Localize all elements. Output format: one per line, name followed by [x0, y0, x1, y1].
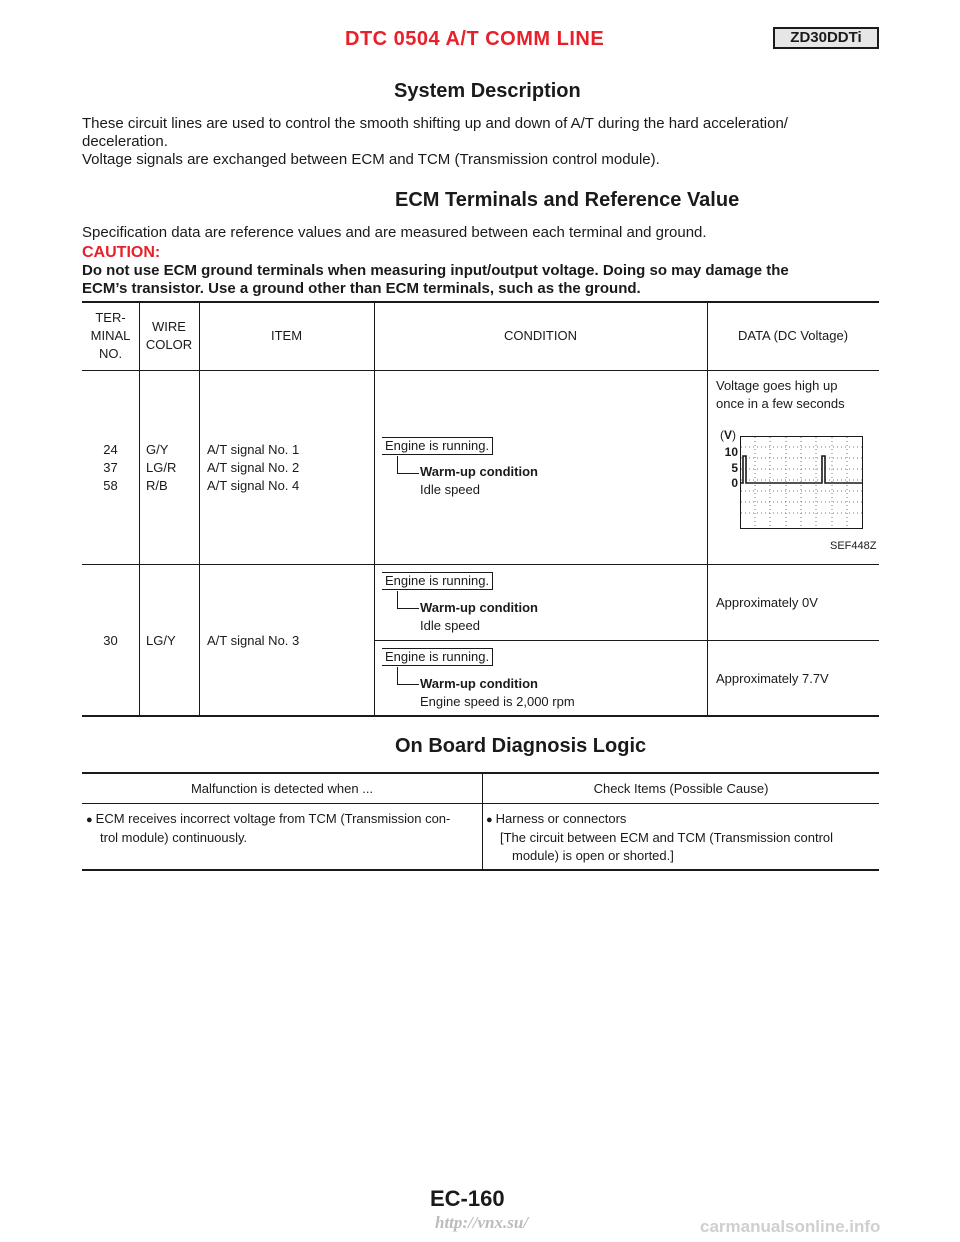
system-description-line-2: deceleration.	[82, 133, 168, 150]
diagnosis-heading: On Board Diagnosis Logic	[395, 735, 647, 757]
row2-wire-color: LG/Y	[146, 633, 176, 648]
page-number: EC-160	[430, 1186, 505, 1211]
ecm-table-header-rule	[82, 370, 879, 371]
ecm-table-col-divider-4	[707, 302, 708, 715]
ecm-table-subrow-rule	[374, 640, 879, 641]
voltage-waveform-figure	[712, 428, 877, 552]
header-item: ITEM	[270, 328, 303, 343]
page-header-title: DTC 0504 A/T COMM LINE	[345, 28, 605, 50]
row2-sub2-condition-box: Engine is running.	[382, 648, 493, 666]
waveform-grid	[740, 436, 864, 530]
caution-line-1: Do not use ECM ground terminals when measuring input/output voltage. Doing so may damage the	[82, 262, 789, 279]
row1-data-text: Voltage goes high up once in a few seconds	[716, 378, 845, 411]
diagnosis-table-bottom-rule	[82, 869, 879, 871]
diagnosis-table-top-rule	[82, 772, 879, 774]
diagnosis-table-header-rule	[82, 803, 879, 804]
row1-terminals: 24 37 58	[103, 442, 118, 493]
row2-sub1-condition-box: Engine is running.	[382, 572, 493, 590]
ecm-terminals-heading: ECM Terminals and Reference Value	[395, 189, 740, 211]
waveform-unit: (V)	[720, 428, 737, 442]
waveform-y-label-5: 5	[731, 461, 738, 475]
row2-sub1-data: Approximately 0V	[716, 595, 818, 610]
row2-sub2-condition-sub: Warm-up condition Engine speed is 2,000 rpm	[420, 676, 575, 709]
waveform-figure-id: SEF448Z	[830, 540, 877, 552]
caution-label: CAUTION:	[82, 244, 161, 261]
bullet-icon: ●	[86, 814, 93, 826]
check-item: ● Harness or connectors [The circuit between ECM and TCM (Transmission control module) is open or shorted.]	[486, 811, 834, 863]
system-description-line-1: These circuit lines are used to control the smooth shifting up and down of A/T during the hard acceleration/	[82, 115, 788, 132]
ecm-table-col-divider-1	[139, 302, 140, 715]
row1-condition-box: Engine is running.	[382, 437, 493, 455]
row1-items: A/T signal No. 1 A/T signal No. 2 A/T signal No. 4	[207, 442, 300, 493]
bullet-icon: ●	[486, 814, 493, 826]
row2-sub2-data: Approximately 7.7V	[716, 671, 829, 686]
row2-sub2-condition-elbow	[397, 667, 419, 685]
row1-wire-colors: G/Y LG/R R/B	[146, 442, 177, 493]
caution-text	[82, 262, 882, 298]
spec-note: Specification data are reference values and are measured between each terminal and ground.	[82, 224, 707, 241]
row2-item: A/T signal No. 3	[207, 633, 300, 648]
caution-line-2: ECM’s transistor. Use a ground other than ECM terminals, such as the ground.	[82, 280, 641, 297]
header-terminal-no: TER- MINAL NO.	[90, 310, 131, 361]
row2-sub1-condition-elbow	[397, 591, 419, 609]
diagnosis-header-malfunction: Malfunction is detected when ...	[190, 781, 374, 796]
ecm-table-row-rule	[82, 564, 879, 565]
ecm-table-col-divider-2	[199, 302, 200, 715]
system-description-heading: System Description	[394, 80, 581, 102]
waveform-y-label-10: 10	[724, 445, 738, 459]
header-condition: CONDITION	[504, 328, 577, 343]
row2-terminal: 30	[103, 633, 118, 648]
row1-condition-sub: Warm-up condition Idle speed	[420, 464, 538, 497]
system-description-line-3: Voltage signals are exchanged between ECM and TCM (Transmission control module).	[82, 151, 660, 168]
ecm-table-bottom-rule	[82, 715, 879, 717]
waveform-y-label-0: 0	[731, 476, 738, 490]
header-data: DATA (DC Voltage)	[737, 328, 849, 343]
row2-sub1-condition-sub: Warm-up condition Idle speed	[420, 600, 538, 633]
ecm-table-col-divider-3	[374, 302, 375, 715]
diagnosis-header-check-items: Check Items (Possible Cause)	[593, 781, 769, 796]
header-wire-color: WIRE COLOR	[145, 319, 193, 352]
malfunction-item: ● ECM receives incorrect voltage from TCM (Transmission con- trol module) continuously.	[86, 811, 451, 845]
footer-url-link[interactable]: http://vnx.su/	[435, 1213, 529, 1232]
site-watermark: carmanualsonline.info	[700, 1217, 881, 1236]
row1-condition-elbow	[397, 456, 419, 474]
ecm-table-top-rule	[82, 301, 879, 303]
engine-model-tag: ZD30DDTi	[773, 27, 879, 49]
